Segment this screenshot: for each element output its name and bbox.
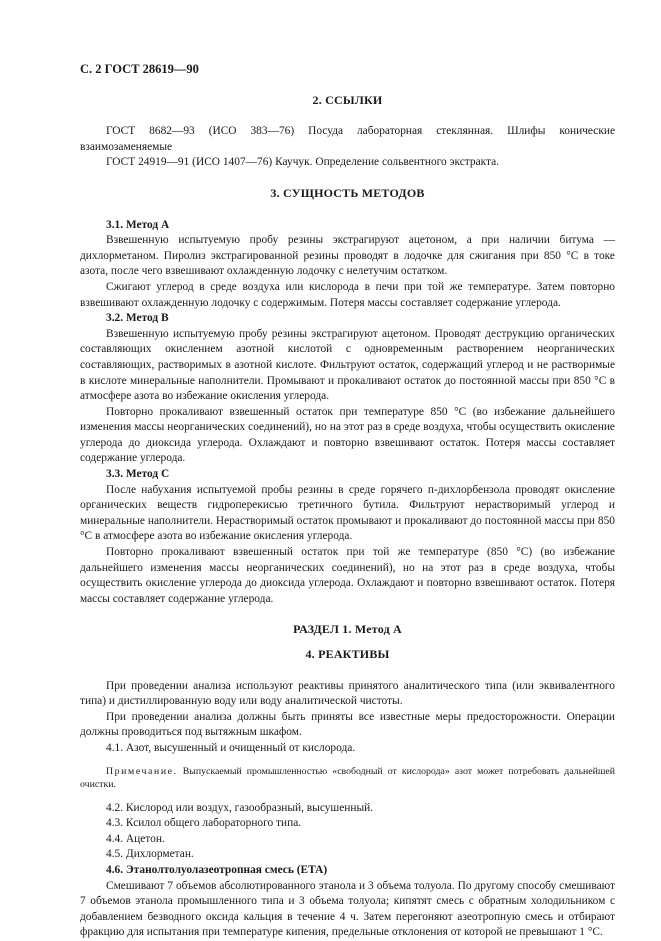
section-3-title: 3. СУЩНОСТЬ МЕТОДОВ <box>270 185 425 200</box>
reagents-paragraph-1: При проведении анализа используют реактивы принятого аналитического типа (или эквивалентного типа) и дистиллированную воду или воду аналитической чистоты. <box>80 679 615 708</box>
section-4-title: 4. РЕАКТИВЫ <box>305 647 390 661</box>
eta-paragraph: Смешивают 7 объемов абсолютированного этанола и 3 объема толуола. По другому способу смешивают 7 объемов этанола промышленного типа и 3 объема толуола; кипятят смесь с обратным холодильником с добавлением безводного оксида кальция в течение 4 ч. Затем перегоняют азеотропную смесь и отбирают фракцию для испытания при температуре кипения, предельные отклонения от которой не превышают 1 °С. <box>80 879 615 939</box>
note-label: Примечание. <box>106 765 178 777</box>
note-text: Выпускаемый промышленностью «свободный от кислорода» азот может потребовать дальнейшей очистки. <box>80 765 616 790</box>
method-a-title: 3.1. Метод А <box>106 218 170 231</box>
method-b-paragraph-1: Взвешенную испытуемую пробу резины экстрагируют ацетоном. Проводят деструкцию органических составляющих окислением азотной кислотой с одновременным растворением неорганических составляющих, растворимых в азотной кислоте. Фильтруют остаток, содержащий углерод и не растворимые в кислоте минеральные наполнители. Промывают и прокаливают остаток до постоянной массы при 850 °С в атмосфере азота во избежание окисления углерода. <box>80 327 615 403</box>
reagent-item-xylene: 4.3. Ксилол общего лабораторного типа. <box>106 817 302 830</box>
section-2-title: 2. ССЫЛКИ <box>312 92 383 107</box>
method-a-paragraph-2: Сжигают углерод в среде воздуха или кислорода в печи при той же температуре. Затем повторно взвешивают охлажденную лодочку с содержимым. Потеря массы составляет содержание углерода. <box>80 280 615 309</box>
method-c-paragraph-2: Повторно прокаливают взвешенный остаток при той же температуре (850 °С) (во избежание дальнейшего изменения массы неорганических соединений), но на этот раз в среде воздуха, чтобы осуществить окисление углерода до диоксида углерода. Охлаждают и повторно взвешивают остаток. Потеря массы составляет содержание углерода. <box>80 546 615 605</box>
method-c-paragraph-1: После набухания испытуемой пробы резины в среде горячего п-дихлорбензола проводят окисление органических веществ гидроперекисью третичного бутила. Фильтруют нерастворимый углерод и минеральные наполнители. Нерастворимый остаток промывают и прокаливают до постоянной массы при 850 °С в атмосфере азота во избежание окисления углерода. <box>80 483 615 543</box>
reference-1: ГОСТ 8682—93 (ИСО 383—76) Посуда лабораторная стеклянная. Шлифы конические взаимозаменяемые <box>80 125 615 153</box>
reagent-item-acetone: 4.4. Ацетон. <box>106 832 165 845</box>
note <box>80 765 615 791</box>
reagent-item-dichloromethane: 4.5. Дихлорметан. <box>106 848 194 861</box>
reagent-item-eta: 4.6. Этанолтолуолазеотропная смесь (ЕТА) <box>106 863 328 876</box>
reagent-item-oxygen: 4.2. Кислород или воздух, газообразный, высушенный. <box>106 801 374 814</box>
method-b-paragraph-2: Повторно прокаливают взвешенный остаток при температуре 850 °С (во избежание дальнейшего изменения массы неорганических соединений), но на этот раз в среде воздуха, чтобы осуществить окисление углерода до диоксида углерода. Охлаждают и повторно взвешивают остаток. Потеря массы составляет содержание углерода. <box>80 405 615 465</box>
method-a-paragraph-1: Взвешенную испытуемую пробу резины экстрагируют ацетоном, а при наличии битума — дихлорметаном. Пиролиз экстрагированной резины проводят в лодочке для сжигания при 850 °С в токе азота, после чего взвешивают охлажденную лодочку с нелетучим остатком. <box>80 234 615 278</box>
part-1-title: РАЗДЕЛ 1. Метод А <box>293 622 402 637</box>
reagent-item-nitrogen: 4.1. Азот, высушенный и очищенный от кислорода. <box>106 741 356 754</box>
reference-2: ГОСТ 24919—91 (ИСО 1407—76) Каучук. Определение сольвентного экстракта. <box>106 156 500 169</box>
page-header: С. 2 ГОСТ 28619—90 <box>80 62 199 76</box>
method-c-title: 3.3. Метод С <box>106 468 170 481</box>
method-b-title: 3.2. Метод В <box>106 312 169 325</box>
reagents-paragraph-2: При проведении анализа должны быть приняты все известные меры предосторожности. Операции должны проводиться под вытяжным шкафом. <box>80 710 615 739</box>
